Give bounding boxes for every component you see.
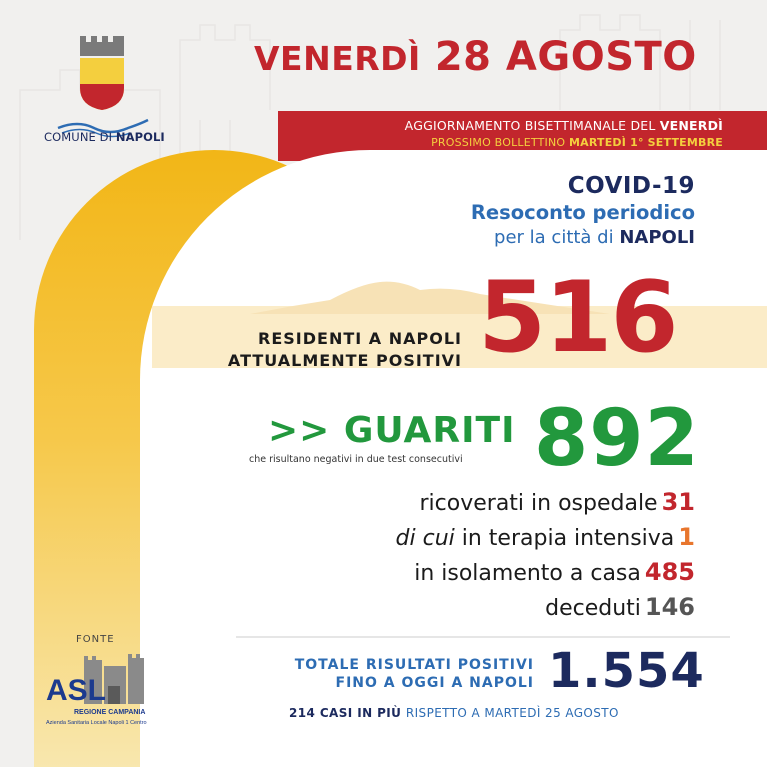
report-title bbox=[471, 172, 695, 250]
agency-text: Azienda Sanitaria Locale Napoli 1 Centro bbox=[46, 720, 147, 726]
date-heading bbox=[254, 34, 697, 80]
section-divider bbox=[236, 636, 730, 638]
hospitalized-stat: ricoverati in ospedale 31 bbox=[419, 488, 695, 516]
day-label: VENERDÌ bbox=[254, 39, 421, 78]
region-text: REGIONE CAMPANIA bbox=[74, 709, 146, 716]
intensive-care-stat: di cui in terapia intensiva 1 bbox=[395, 523, 695, 551]
title-covid: COVID-19 bbox=[567, 173, 695, 199]
title-report: Resoconto periodico bbox=[470, 201, 695, 224]
total-positive-label: TOTALE RISULTATI POSITIVI FINO A OGGI A NAPOLI bbox=[294, 657, 534, 691]
asl-napoli-logo bbox=[44, 650, 154, 730]
recovered-note: che risultano negativi in due test consecutivi bbox=[249, 454, 463, 465]
recovered-label: >> GUARITI bbox=[268, 410, 516, 451]
residents-positive-value: 516 bbox=[478, 261, 677, 375]
logo-caption: COMUNE DI NAPOLI bbox=[44, 130, 165, 144]
home-isolation-stat: in isolamento a casa 485 bbox=[414, 558, 695, 586]
increase-note: 214 CASI IN PIÙ RISPETTO A MARTEDÌ 25 AGOSTO bbox=[289, 706, 619, 720]
next-bulletin-text: PROSSIMO BOLLETTINO MARTEDÌ 1° SETTEMBRE bbox=[431, 136, 723, 149]
title-city: per la città di NAPOLI bbox=[494, 227, 695, 248]
date-label: 28 AGOSTO bbox=[434, 34, 697, 80]
recovered-value: 892 bbox=[534, 394, 700, 484]
total-positive-value: 1.554 bbox=[548, 643, 705, 699]
residents-positive-label: RESIDENTI A NAPOLI ATTUALMENTE POSITIVI bbox=[227, 329, 462, 370]
deceased-stat: deceduti 146 bbox=[545, 593, 695, 621]
update-frequency-text: AGGIORNAMENTO BISETTIMANALE DEL VENERDÌ bbox=[404, 118, 723, 133]
source-label: FONTE bbox=[76, 634, 115, 645]
asl-text: ASL bbox=[46, 674, 106, 707]
